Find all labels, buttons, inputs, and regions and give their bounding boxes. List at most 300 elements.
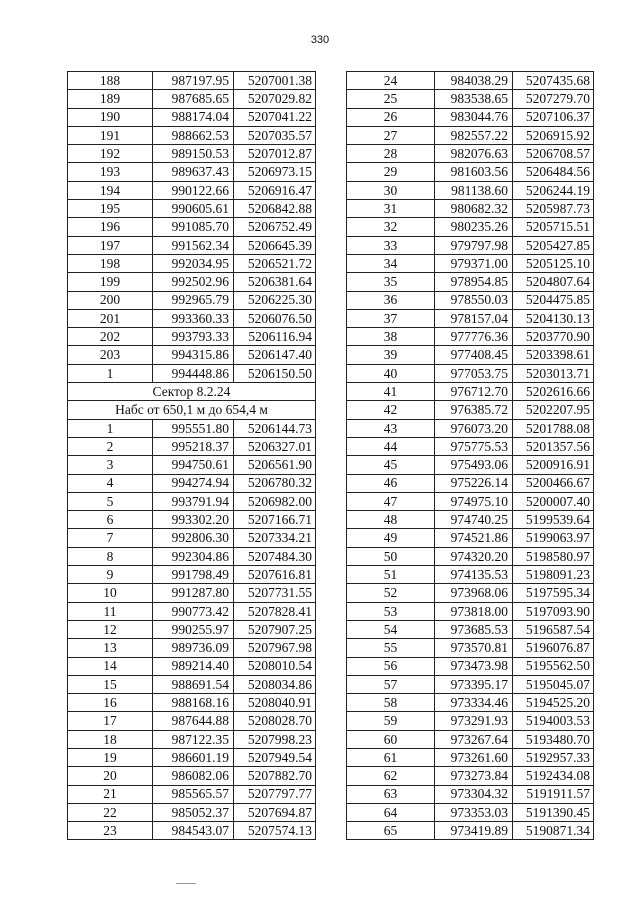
table-row: [68, 328, 316, 346]
y-coordinate-cell: 5206076.50: [234, 309, 316, 327]
y-coordinate-cell: 5204130.13: [513, 309, 594, 327]
point-number-cell: 21: [68, 785, 153, 803]
table-row: [68, 566, 316, 584]
point-number-cell: 24: [347, 72, 435, 90]
table-row: [347, 785, 594, 803]
x-coordinate-cell: 987197.95: [153, 72, 234, 90]
x-coordinate-cell: 990605.61: [153, 200, 234, 218]
table-row: [347, 492, 594, 510]
point-number-cell: 63: [347, 785, 435, 803]
point-number-cell: 191: [68, 126, 153, 144]
point-number-cell: 65: [347, 822, 435, 840]
x-coordinate-cell: 980235.26: [435, 218, 513, 236]
table-row: [347, 126, 594, 144]
x-coordinate-cell: 973473.98: [435, 657, 513, 675]
table-row: [68, 584, 316, 602]
y-coordinate-cell: 5204807.64: [513, 273, 594, 291]
x-coordinate-cell: 987685.65: [153, 90, 234, 108]
point-number-cell: 3: [68, 456, 153, 474]
x-coordinate-cell: 980682.32: [435, 200, 513, 218]
x-coordinate-cell: 985565.57: [153, 785, 234, 803]
table-row: [68, 309, 316, 327]
table-row: [347, 712, 594, 730]
point-number-cell: 43: [347, 419, 435, 437]
y-coordinate-cell: 5206780.32: [234, 474, 316, 492]
x-coordinate-cell: 988691.54: [153, 675, 234, 693]
y-coordinate-cell: 5206973.15: [234, 163, 316, 181]
x-coordinate-cell: 979797.98: [435, 236, 513, 254]
table-row: [347, 254, 594, 272]
point-number-cell: 4: [68, 474, 153, 492]
y-coordinate-cell: 5203398.61: [513, 346, 594, 364]
table-row: [347, 72, 594, 90]
point-number-cell: 20: [68, 767, 153, 785]
x-coordinate-cell: 988662.53: [153, 126, 234, 144]
table-row: [68, 474, 316, 492]
x-coordinate-cell: 984543.07: [153, 822, 234, 840]
x-coordinate-cell: 993793.33: [153, 328, 234, 346]
point-number-cell: 57: [347, 675, 435, 693]
point-number-cell: 36: [347, 291, 435, 309]
point-number-cell: 32: [347, 218, 435, 236]
y-coordinate-cell: 5206116.94: [234, 328, 316, 346]
table-row: [68, 785, 316, 803]
x-coordinate-cell: 973353.03: [435, 803, 513, 821]
table-row: [347, 529, 594, 547]
x-coordinate-cell: 973818.00: [435, 602, 513, 620]
y-coordinate-cell: 5198091.23: [513, 566, 594, 584]
x-coordinate-cell: 974521.86: [435, 529, 513, 547]
y-coordinate-cell: 5207279.70: [513, 90, 594, 108]
table-row: [347, 236, 594, 254]
point-number-cell: 6: [68, 511, 153, 529]
x-coordinate-cell: 973261.60: [435, 748, 513, 766]
y-coordinate-cell: 5206842.88: [234, 200, 316, 218]
point-number-cell: 25: [347, 90, 435, 108]
left-coordinates-table: [67, 71, 316, 840]
y-coordinate-cell: 5197595.34: [513, 584, 594, 602]
x-coordinate-cell: 993302.20: [153, 511, 234, 529]
point-number-cell: 47: [347, 492, 435, 510]
table-row: [347, 90, 594, 108]
point-number-cell: 190: [68, 108, 153, 126]
y-coordinate-cell: 5194003.53: [513, 712, 594, 730]
table-row: [347, 566, 594, 584]
x-coordinate-cell: 977408.45: [435, 346, 513, 364]
y-coordinate-cell: 5206645.39: [234, 236, 316, 254]
y-coordinate-cell: 5206327.01: [234, 437, 316, 455]
y-coordinate-cell: 5207334.21: [234, 529, 316, 547]
table-row: [68, 419, 316, 437]
point-number-cell: 5: [68, 492, 153, 510]
table-row: [347, 822, 594, 840]
x-coordinate-cell: 973267.64: [435, 730, 513, 748]
y-coordinate-cell: 5202616.66: [513, 383, 594, 401]
x-coordinate-cell: 976385.72: [435, 401, 513, 419]
table-row: [347, 456, 594, 474]
point-number-cell: 33: [347, 236, 435, 254]
x-coordinate-cell: 977053.75: [435, 364, 513, 382]
table-row: [68, 291, 316, 309]
y-coordinate-cell: 5195562.50: [513, 657, 594, 675]
point-number-cell: 50: [347, 547, 435, 565]
page-number: 330: [310, 34, 330, 46]
y-coordinate-cell: 5206144.73: [234, 419, 316, 437]
table-row: [68, 108, 316, 126]
y-coordinate-cell: 5191390.45: [513, 803, 594, 821]
table-row: [68, 364, 316, 382]
table-row: [68, 90, 316, 108]
y-coordinate-cell: 5190871.34: [513, 822, 594, 840]
x-coordinate-cell: 995551.80: [153, 419, 234, 437]
point-number-cell: 38: [347, 328, 435, 346]
y-coordinate-cell: 5202207.95: [513, 401, 594, 419]
point-number-cell: 19: [68, 748, 153, 766]
y-coordinate-cell: 5194525.20: [513, 694, 594, 712]
y-coordinate-cell: 5207797.77: [234, 785, 316, 803]
x-coordinate-cell: 975493.06: [435, 456, 513, 474]
y-coordinate-cell: 5191911.57: [513, 785, 594, 803]
x-coordinate-cell: 990773.42: [153, 602, 234, 620]
x-coordinate-cell: 992034.95: [153, 254, 234, 272]
table-row: [347, 474, 594, 492]
y-coordinate-cell: 5206915.92: [513, 126, 594, 144]
y-coordinate-cell: 5207435.68: [513, 72, 594, 90]
table-row: [68, 181, 316, 199]
y-coordinate-cell: 5205987.73: [513, 200, 594, 218]
table-row: [347, 364, 594, 382]
point-number-cell: 192: [68, 145, 153, 163]
table-row: [347, 620, 594, 638]
point-number-cell: 48: [347, 511, 435, 529]
table-row: [68, 675, 316, 693]
y-coordinate-cell: 5207616.81: [234, 566, 316, 584]
x-coordinate-cell: 989214.40: [153, 657, 234, 675]
x-coordinate-cell: 988174.04: [153, 108, 234, 126]
point-number-cell: 35: [347, 273, 435, 291]
y-coordinate-cell: 5196076.87: [513, 639, 594, 657]
y-coordinate-cell: 5199539.64: [513, 511, 594, 529]
x-coordinate-cell: 994315.86: [153, 346, 234, 364]
x-coordinate-cell: 976073.20: [435, 419, 513, 437]
point-number-cell: 55: [347, 639, 435, 657]
y-coordinate-cell: 5198580.97: [513, 547, 594, 565]
x-coordinate-cell: 982076.63: [435, 145, 513, 163]
x-coordinate-cell: 974975.10: [435, 492, 513, 510]
table-row: [347, 309, 594, 327]
table-row: [68, 822, 316, 840]
y-coordinate-cell: 5201357.56: [513, 437, 594, 455]
x-coordinate-cell: 987122.35: [153, 730, 234, 748]
table-row: [68, 200, 316, 218]
point-number-cell: 64: [347, 803, 435, 821]
table-row: [347, 584, 594, 602]
y-coordinate-cell: 5207012.87: [234, 145, 316, 163]
table-row: [347, 163, 594, 181]
point-number-cell: 52: [347, 584, 435, 602]
table-row: [68, 529, 316, 547]
point-number-cell: 15: [68, 675, 153, 693]
table-row: [347, 437, 594, 455]
y-coordinate-cell: 5207998.23: [234, 730, 316, 748]
point-number-cell: 56: [347, 657, 435, 675]
table-row: [68, 437, 316, 455]
point-number-cell: 23: [68, 822, 153, 840]
x-coordinate-cell: 988168.16: [153, 694, 234, 712]
point-number-cell: 40: [347, 364, 435, 382]
table-row: [68, 730, 316, 748]
y-coordinate-cell: 5196587.54: [513, 620, 594, 638]
table-row: [347, 108, 594, 126]
table-row: [68, 126, 316, 144]
x-coordinate-cell: 973304.32: [435, 785, 513, 803]
table-row: [347, 273, 594, 291]
point-number-cell: 200: [68, 291, 153, 309]
x-coordinate-cell: 973419.89: [435, 822, 513, 840]
table-row: [68, 547, 316, 565]
x-coordinate-cell: 973968.06: [435, 584, 513, 602]
point-number-cell: 45: [347, 456, 435, 474]
point-number-cell: 41: [347, 383, 435, 401]
x-coordinate-cell: 974320.20: [435, 547, 513, 565]
table-row: [347, 803, 594, 821]
table-row: [68, 602, 316, 620]
point-number-cell: 30: [347, 181, 435, 199]
x-coordinate-cell: 975775.53: [435, 437, 513, 455]
point-number-cell: 46: [347, 474, 435, 492]
y-coordinate-cell: 5207001.38: [234, 72, 316, 90]
x-coordinate-cell: 987644.88: [153, 712, 234, 730]
x-coordinate-cell: 992806.30: [153, 529, 234, 547]
y-coordinate-cell: 5206752.49: [234, 218, 316, 236]
table-row: [347, 511, 594, 529]
x-coordinate-cell: 993360.33: [153, 309, 234, 327]
x-coordinate-cell: 984038.29: [435, 72, 513, 90]
point-number-cell: 18: [68, 730, 153, 748]
x-coordinate-cell: 994274.94: [153, 474, 234, 492]
x-coordinate-cell: 985052.37: [153, 803, 234, 821]
y-coordinate-cell: 5207882.70: [234, 767, 316, 785]
point-number-cell: 26: [347, 108, 435, 126]
x-coordinate-cell: 973291.93: [435, 712, 513, 730]
y-coordinate-cell: 5206708.57: [513, 145, 594, 163]
point-number-cell: 11: [68, 602, 153, 620]
table-row: [347, 748, 594, 766]
x-coordinate-cell: 979371.00: [435, 254, 513, 272]
x-coordinate-cell: 974740.25: [435, 511, 513, 529]
point-number-cell: 195: [68, 200, 153, 218]
point-number-cell: 199: [68, 273, 153, 291]
point-number-cell: 51: [347, 566, 435, 584]
point-number-cell: 44: [347, 437, 435, 455]
point-number-cell: 1: [68, 419, 153, 437]
table-row: [68, 492, 316, 510]
point-number-cell: 202: [68, 328, 153, 346]
table-row: [68, 456, 316, 474]
point-number-cell: 58: [347, 694, 435, 712]
table-row: [347, 328, 594, 346]
table-row: [68, 346, 316, 364]
x-coordinate-cell: 989637.43: [153, 163, 234, 181]
table-row: [347, 639, 594, 657]
point-number-cell: 60: [347, 730, 435, 748]
x-coordinate-cell: 990122.66: [153, 181, 234, 199]
y-coordinate-cell: 5193480.70: [513, 730, 594, 748]
point-number-cell: 10: [68, 584, 153, 602]
table-row: [68, 657, 316, 675]
x-coordinate-cell: 981603.56: [435, 163, 513, 181]
x-coordinate-cell: 995218.37: [153, 437, 234, 455]
y-coordinate-cell: 5207041.22: [234, 108, 316, 126]
table-row: [68, 803, 316, 821]
point-number-cell: 29: [347, 163, 435, 181]
point-number-cell: 12: [68, 620, 153, 638]
point-number-cell: 31: [347, 200, 435, 218]
x-coordinate-cell: 991085.70: [153, 218, 234, 236]
point-number-cell: 188: [68, 72, 153, 90]
y-coordinate-cell: 5208034.86: [234, 675, 316, 693]
x-coordinate-cell: 992304.86: [153, 547, 234, 565]
y-coordinate-cell: 5206561.90: [234, 456, 316, 474]
y-coordinate-cell: 5206147.40: [234, 346, 316, 364]
y-coordinate-cell: 5192434.08: [513, 767, 594, 785]
x-coordinate-cell: 992965.79: [153, 291, 234, 309]
table-row: [347, 419, 594, 437]
y-coordinate-cell: 5208010.54: [234, 657, 316, 675]
table-row: [347, 694, 594, 712]
y-coordinate-cell: 5206381.64: [234, 273, 316, 291]
point-number-cell: 42: [347, 401, 435, 419]
point-number-cell: 37: [347, 309, 435, 327]
y-coordinate-cell: 5203013.71: [513, 364, 594, 382]
table-row: [347, 675, 594, 693]
x-coordinate-cell: 994448.86: [153, 364, 234, 382]
point-number-cell: 197: [68, 236, 153, 254]
y-coordinate-cell: 5207907.25: [234, 620, 316, 638]
y-coordinate-cell: 5199063.97: [513, 529, 594, 547]
point-number-cell: 62: [347, 767, 435, 785]
y-coordinate-cell: 5206244.19: [513, 181, 594, 199]
point-number-cell: 193: [68, 163, 153, 181]
x-coordinate-cell: 993791.94: [153, 492, 234, 510]
point-number-cell: 22: [68, 803, 153, 821]
x-coordinate-cell: 978954.85: [435, 273, 513, 291]
y-coordinate-cell: 5206982.00: [234, 492, 316, 510]
y-coordinate-cell: 5207035.57: [234, 126, 316, 144]
x-coordinate-cell: 982557.22: [435, 126, 513, 144]
point-number-cell: 189: [68, 90, 153, 108]
table-row: [347, 602, 594, 620]
point-number-cell: 7: [68, 529, 153, 547]
y-coordinate-cell: 5207731.55: [234, 584, 316, 602]
y-coordinate-cell: 5201788.08: [513, 419, 594, 437]
y-coordinate-cell: 5208028.70: [234, 712, 316, 730]
y-coordinate-cell: 5207574.13: [234, 822, 316, 840]
y-coordinate-cell: 5206225.30: [234, 291, 316, 309]
y-coordinate-cell: 5206521.72: [234, 254, 316, 272]
table-row: [347, 346, 594, 364]
x-coordinate-cell: 991562.34: [153, 236, 234, 254]
x-coordinate-cell: 978550.03: [435, 291, 513, 309]
point-number-cell: 203: [68, 346, 153, 364]
right-coordinates-table: [346, 71, 594, 840]
x-coordinate-cell: 986082.06: [153, 767, 234, 785]
table-row: [347, 383, 594, 401]
table-row: [347, 730, 594, 748]
x-coordinate-cell: 991798.49: [153, 566, 234, 584]
y-coordinate-cell: 5204475.85: [513, 291, 594, 309]
y-coordinate-cell: 5205427.85: [513, 236, 594, 254]
y-coordinate-cell: 5195045.07: [513, 675, 594, 693]
y-coordinate-cell: 5207484.30: [234, 547, 316, 565]
table-row: [68, 767, 316, 785]
y-coordinate-cell: 5192957.33: [513, 748, 594, 766]
x-coordinate-cell: 975226.14: [435, 474, 513, 492]
y-coordinate-cell: 5207949.54: [234, 748, 316, 766]
y-coordinate-cell: 5207694.87: [234, 803, 316, 821]
point-number-cell: 14: [68, 657, 153, 675]
table-row: [347, 181, 594, 199]
point-number-cell: 34: [347, 254, 435, 272]
table-row: [68, 254, 316, 272]
table-row: [68, 694, 316, 712]
point-number-cell: 196: [68, 218, 153, 236]
y-coordinate-cell: 5206150.50: [234, 364, 316, 382]
sector-title-row: [68, 383, 316, 401]
x-coordinate-cell: 989736.09: [153, 639, 234, 657]
sector-title: Сектор 8.2.24: [68, 383, 316, 401]
point-number-cell: 194: [68, 181, 153, 199]
table-row: [68, 218, 316, 236]
table-row: [68, 511, 316, 529]
y-coordinate-cell: 5197093.90: [513, 602, 594, 620]
x-coordinate-cell: 978157.04: [435, 309, 513, 327]
sector-height-range-row: [68, 401, 316, 419]
x-coordinate-cell: 974135.53: [435, 566, 513, 584]
x-coordinate-cell: 973334.46: [435, 694, 513, 712]
y-coordinate-cell: 5206484.56: [513, 163, 594, 181]
x-coordinate-cell: 992502.96: [153, 273, 234, 291]
point-number-cell: 16: [68, 694, 153, 712]
y-coordinate-cell: 5205125.10: [513, 254, 594, 272]
sector-height-range: Набс от 650,1 м до 654,4 м: [68, 401, 316, 419]
x-coordinate-cell: 977776.36: [435, 328, 513, 346]
point-number-cell: 54: [347, 620, 435, 638]
x-coordinate-cell: 994750.61: [153, 456, 234, 474]
point-number-cell: 13: [68, 639, 153, 657]
y-coordinate-cell: 5207106.37: [513, 108, 594, 126]
x-coordinate-cell: 976712.70: [435, 383, 513, 401]
table-row: [68, 236, 316, 254]
table-row: [347, 767, 594, 785]
y-coordinate-cell: 5207967.98: [234, 639, 316, 657]
point-number-cell: 17: [68, 712, 153, 730]
x-coordinate-cell: 973570.81: [435, 639, 513, 657]
y-coordinate-cell: 5208040.91: [234, 694, 316, 712]
table-row: [347, 145, 594, 163]
point-number-cell: 49: [347, 529, 435, 547]
point-number-cell: 27: [347, 126, 435, 144]
point-number-cell: 2: [68, 437, 153, 455]
y-coordinate-cell: 5200916.91: [513, 456, 594, 474]
x-coordinate-cell: 990255.97: [153, 620, 234, 638]
point-number-cell: 53: [347, 602, 435, 620]
table-row: [68, 712, 316, 730]
table-row: [347, 291, 594, 309]
table-row: [68, 273, 316, 291]
y-coordinate-cell: 5207828.41: [234, 602, 316, 620]
y-coordinate-cell: 5207029.82: [234, 90, 316, 108]
